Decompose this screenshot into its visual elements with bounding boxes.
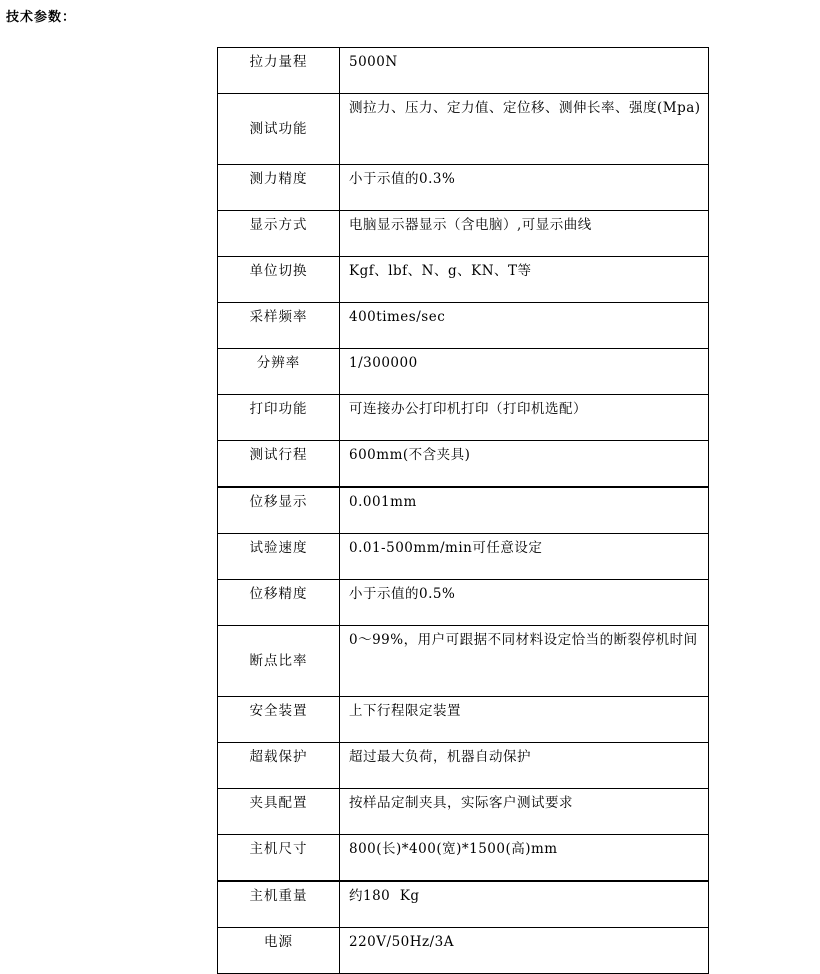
row-label: 试验速度 bbox=[218, 534, 340, 580]
table-row bbox=[218, 349, 709, 395]
section-heading: 技术参数： bbox=[6, 10, 77, 25]
table-row bbox=[218, 835, 709, 882]
table-row bbox=[218, 94, 709, 165]
table-row bbox=[218, 928, 709, 974]
row-value: 0.01-500mm/min可任意设定 bbox=[340, 534, 709, 580]
row-value: 超过最大负荷，机器自动保护 bbox=[340, 743, 709, 789]
table-row bbox=[218, 257, 709, 303]
row-label: 显示方式 bbox=[218, 211, 340, 257]
row-value: 约180 Kg bbox=[340, 881, 709, 928]
row-value: 600mm(不含夹具) bbox=[340, 441, 709, 488]
row-label: 采样频率 bbox=[218, 303, 340, 349]
row-label: 测试行程 bbox=[218, 441, 340, 488]
table-row bbox=[218, 697, 709, 743]
table-row bbox=[218, 395, 709, 441]
row-label: 测力精度 bbox=[218, 165, 340, 211]
row-value: 小于示值的0.3% bbox=[340, 165, 709, 211]
row-label: 分辨率 bbox=[218, 349, 340, 395]
row-label: 位移精度 bbox=[218, 580, 340, 626]
table-row bbox=[218, 580, 709, 626]
row-label: 打印功能 bbox=[218, 395, 340, 441]
row-value: 5000N bbox=[340, 48, 709, 94]
row-value: Kgf、lbf、N、g、KN、T等 bbox=[340, 257, 709, 303]
row-value: 可连接办公打印机打印（打印机选配） bbox=[340, 395, 709, 441]
table-row bbox=[218, 303, 709, 349]
row-label: 断点比率 bbox=[218, 626, 340, 697]
row-label: 单位切换 bbox=[218, 257, 340, 303]
row-label: 主机重量 bbox=[218, 881, 340, 928]
table-row bbox=[218, 881, 709, 928]
table-row bbox=[218, 626, 709, 697]
table-row bbox=[218, 211, 709, 257]
row-label: 夹具配置 bbox=[218, 789, 340, 835]
row-value: 小于示值的0.5% bbox=[340, 580, 709, 626]
row-value: 400times/sec bbox=[340, 303, 709, 349]
row-value: 0～99%，用户可跟据不同材料设定恰当的断裂停机时间 bbox=[340, 626, 709, 697]
row-value: 电脑显示器显示（含电脑）,可显示曲线 bbox=[340, 211, 709, 257]
table-row bbox=[218, 165, 709, 211]
table-row bbox=[218, 441, 709, 488]
row-label: 电源 bbox=[218, 928, 340, 974]
table-row bbox=[218, 534, 709, 580]
table-row bbox=[218, 743, 709, 789]
row-value: 220V/50Hz/3A bbox=[340, 928, 709, 974]
row-label: 测试功能 bbox=[218, 94, 340, 165]
row-label: 超载保护 bbox=[218, 743, 340, 789]
row-value: 0.001mm bbox=[340, 487, 709, 534]
row-label: 安全装置 bbox=[218, 697, 340, 743]
row-label: 拉力量程 bbox=[218, 48, 340, 94]
table-row bbox=[218, 789, 709, 835]
spec-table bbox=[217, 47, 709, 974]
row-value: 1/300000 bbox=[340, 349, 709, 395]
table-row bbox=[218, 487, 709, 534]
row-value: 800(长)*400(宽)*1500(高)mm bbox=[340, 835, 709, 882]
row-label: 主机尺寸 bbox=[218, 835, 340, 882]
row-value: 按样品定制夹具，实际客户测试要求 bbox=[340, 789, 709, 835]
row-value: 上下行程限定装置 bbox=[340, 697, 709, 743]
row-value: 测拉力、压力、定力值、定位移、测伸长率、强度(Mpa) bbox=[340, 94, 709, 165]
row-label: 位移显示 bbox=[218, 487, 340, 534]
table-row bbox=[218, 48, 709, 94]
